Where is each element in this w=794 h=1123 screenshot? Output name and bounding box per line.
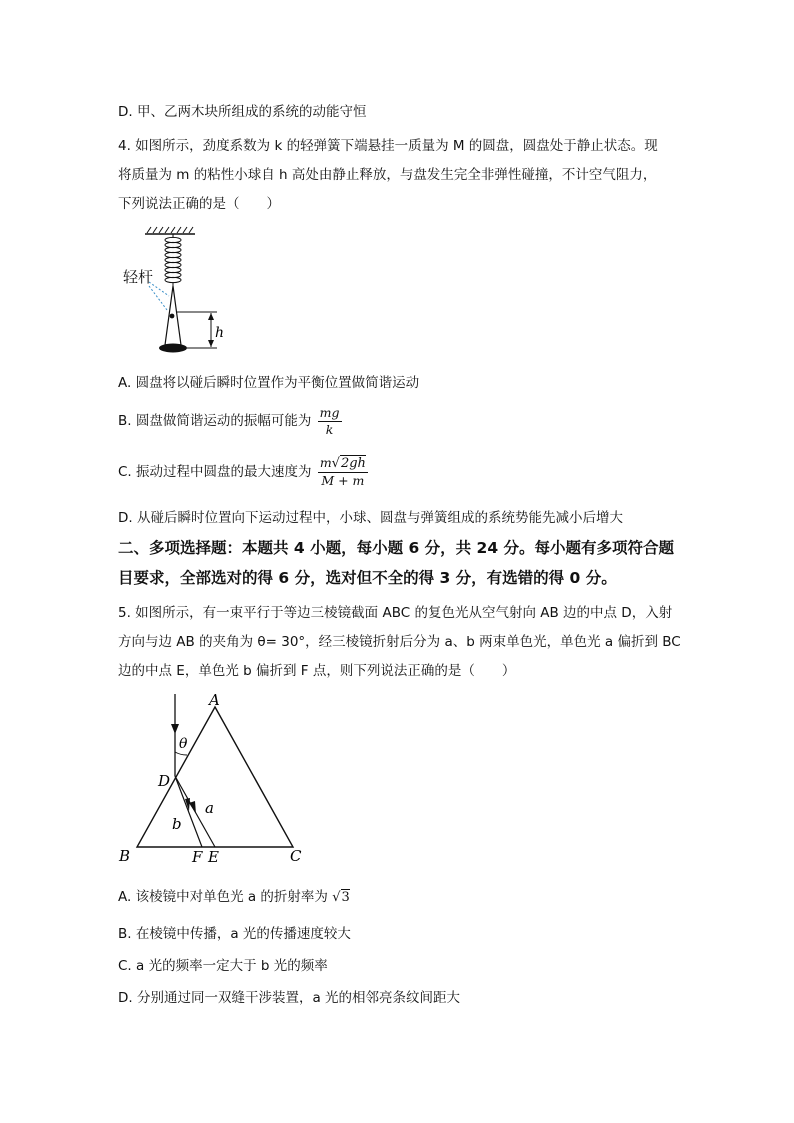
q4-option-d: D. 从碰后瞬时位置向下运动过程中，小球、圆盘与弹簧组成的系统势能先减小后增大 — [118, 510, 623, 526]
fraction-numerator: mg — [319, 404, 340, 420]
q5-option-c: C. a 光的频率一定大于 b 光的频率 — [118, 958, 328, 974]
q4-option-c-fraction — [318, 455, 368, 489]
theta-arc — [175, 752, 187, 755]
sqrt-symbol: √3 — [332, 890, 350, 905]
incident-arrow — [171, 724, 179, 734]
label-theta: θ — [179, 736, 188, 752]
disk — [159, 344, 187, 353]
section-2-heading-line-1: 二、多项选择题：本题共 4 小题，每小题 6 分，共 24 分。每小题有多项符合题 — [118, 539, 675, 557]
q4-option-a: A. 圆盘将以碰后瞬时位置作为平衡位置做简谐运动 — [118, 375, 420, 391]
ceiling-hatching — [147, 227, 193, 233]
ray-a-arrow — [189, 801, 196, 814]
label-D: D — [158, 772, 171, 790]
spring-coils — [165, 237, 181, 282]
sqrt-radicand: 3 — [341, 890, 350, 905]
sqrt-radicand: 2gh — [340, 456, 366, 471]
q4-option-b — [118, 402, 342, 440]
sticky-ball — [170, 314, 175, 319]
height-label: h — [215, 325, 225, 341]
q3-option-d: D. 甲、乙两木块所组成的系统的动能守恒 — [118, 104, 367, 120]
section-2-heading-line-2: 目要求，全部选对的得 6 分，选对但不全的得 3 分，有选错的得 0 分。 — [118, 569, 617, 587]
q4-option-b-fraction — [318, 405, 342, 438]
label-C: C — [290, 847, 302, 865]
height-arrow-up — [208, 313, 214, 320]
fraction-denominator: M + m — [321, 473, 365, 488]
q5-stem-line-3: 边的中点 E，单色光 b 偏折到 F 点，则下列说法正确的是（ ） — [118, 663, 516, 679]
q4-option-c-text: C. 振动过程中圆盘的最大速度为 — [118, 464, 312, 480]
rod-leader-2 — [149, 286, 167, 310]
label-B: B — [119, 847, 131, 865]
q5-option-a-text: A. 该棱镜中对单色光 a 的折射率为 — [118, 889, 328, 905]
q5-option-b: B. 在棱镜中传播，a 光的传播速度较大 — [118, 926, 351, 942]
rod-label: 轻杆 — [123, 268, 154, 286]
label-F: F — [192, 848, 203, 866]
fraction-denominator: k — [325, 421, 334, 437]
q5-option-d: D. 分别通过同一双缝干涉装置，a 光的相邻亮条纹间距大 — [118, 990, 461, 1006]
label-E: E — [208, 848, 219, 866]
label-b: b — [172, 815, 182, 833]
q4-option-c — [118, 452, 368, 492]
label-a: a — [205, 799, 214, 817]
q4-spring-figure — [115, 224, 235, 359]
label-A: A — [209, 691, 220, 709]
fraction-numerator-m: m — [319, 455, 332, 470]
q4-option-b-text: B. 圆盘做简谐运动的振幅可能为 — [118, 413, 312, 429]
height-arrow-down — [208, 340, 214, 347]
q4-stem-line-2: 将质量为 m 的粘性小球自 h 高处由静止释放，与盘发生完全非弹性碰撞，不计空气阻力， — [118, 167, 657, 183]
q5-stem-line-2: 方向与边 AB 的夹角为 θ= 30°，经三棱镜折射后分为 a、b 两束单色光，单色光 a 偏折到 BC — [118, 634, 681, 650]
q4-stem-line-3: 下列说法正确的是（ ） — [118, 196, 280, 212]
ray-b — [175, 776, 202, 847]
sqrt-symbol: √2gh — [331, 456, 366, 471]
q4-stem-line-1: 4. 如图所示，劲度系数为 k 的轻弹簧下端悬挂一质量为 M 的圆盘，圆盘处于静止状态。现 — [118, 138, 658, 154]
q5-prism-figure — [110, 690, 320, 870]
q5-option-a — [118, 888, 350, 907]
q5-stem-line-1: 5. 如图所示，有一束平行于等边三棱镜截面 ABC 的复色光从空气射向 AB 边的中点 D，入射 — [118, 605, 673, 621]
